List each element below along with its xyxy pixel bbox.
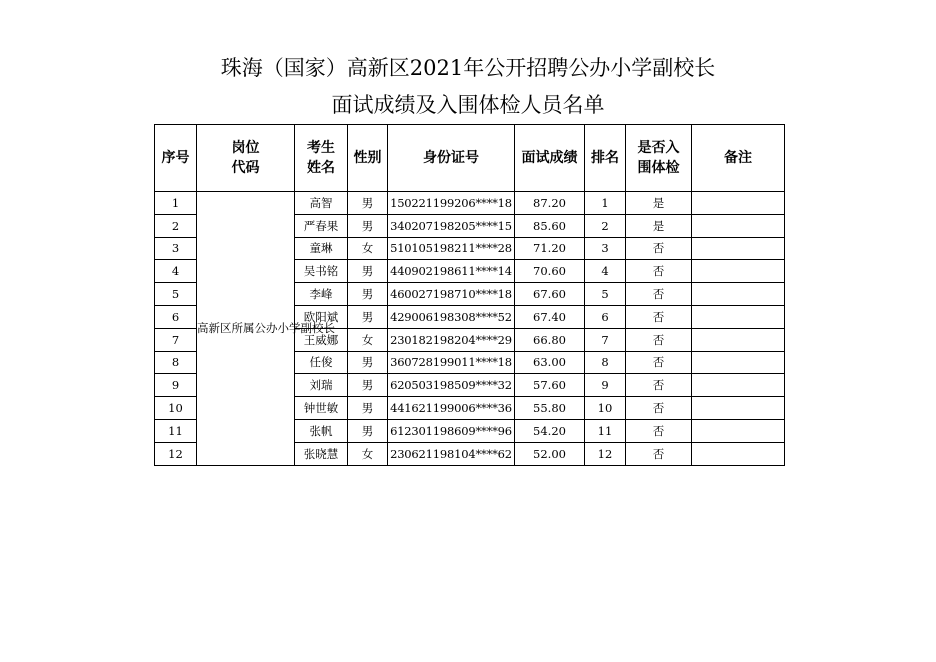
- cell-name: 刘瑞: [295, 374, 348, 397]
- cell-gender: 男: [348, 260, 388, 283]
- cell-id-number: 441621199006****36: [388, 397, 515, 420]
- cell-score: 67.40: [515, 305, 585, 328]
- cell-id-number: 612301198609****96: [388, 419, 515, 442]
- cell-seq: 10: [155, 397, 197, 420]
- cell-gender: 男: [348, 351, 388, 374]
- header-physical-exam: 是否入 围体检: [626, 125, 692, 192]
- cell-remark: [692, 374, 785, 397]
- header-remark: 备注: [692, 125, 785, 192]
- cell-id-number: 150221199206****18: [388, 192, 515, 215]
- cell-id-number: 360728199011****18: [388, 351, 515, 374]
- cell-gender: 男: [348, 192, 388, 215]
- cell-rank: 8: [585, 351, 626, 374]
- cell-physical-exam: 是: [626, 192, 692, 215]
- cell-name: 钟世敏: [295, 397, 348, 420]
- cell-seq: 11: [155, 419, 197, 442]
- cell-remark: [692, 214, 785, 237]
- cell-remark: [692, 419, 785, 442]
- cell-gender: 女: [348, 237, 388, 260]
- cell-score: 71.20: [515, 237, 585, 260]
- cell-gender: 男: [348, 374, 388, 397]
- cell-remark: [692, 237, 785, 260]
- header-name: 考生 姓名: [295, 125, 348, 192]
- cell-physical-exam: 否: [626, 305, 692, 328]
- cell-gender: 男: [348, 419, 388, 442]
- cell-remark: [692, 328, 785, 351]
- cell-name: 张帆: [295, 419, 348, 442]
- cell-physical-exam: 否: [626, 419, 692, 442]
- header-rank: 排名: [585, 125, 626, 192]
- cell-seq: 9: [155, 374, 197, 397]
- cell-physical-exam: 否: [626, 260, 692, 283]
- cell-seq: 2: [155, 214, 197, 237]
- cell-seq: 3: [155, 237, 197, 260]
- cell-remark: [692, 351, 785, 374]
- cell-seq: 5: [155, 283, 197, 306]
- cell-name: 高智: [295, 192, 348, 215]
- cell-name: 张晓慧: [295, 442, 348, 465]
- cell-name: 童琳: [295, 237, 348, 260]
- cell-remark: [692, 260, 785, 283]
- cell-seq: 8: [155, 351, 197, 374]
- cell-score: 63.00: [515, 351, 585, 374]
- cell-score: 57.60: [515, 374, 585, 397]
- cell-seq: 12: [155, 442, 197, 465]
- cell-rank: 11: [585, 419, 626, 442]
- cell-gender: 男: [348, 214, 388, 237]
- cell-remark: [692, 305, 785, 328]
- cell-physical-exam: 否: [626, 283, 692, 306]
- cell-seq: 7: [155, 328, 197, 351]
- document-title-line1: 珠海（国家）高新区2021年公开招聘公办小学副校长: [220, 56, 716, 80]
- cell-remark: [692, 442, 785, 465]
- document-title-line2: 面试成绩及入围体检人员名单: [331, 93, 605, 117]
- cell-physical-exam: 否: [626, 374, 692, 397]
- cell-score: 52.00: [515, 442, 585, 465]
- cell-rank: 10: [585, 397, 626, 420]
- cell-score: 85.60: [515, 214, 585, 237]
- cell-id-number: 460027198710****18: [388, 283, 515, 306]
- cell-rank: 2: [585, 214, 626, 237]
- cell-score: 70.60: [515, 260, 585, 283]
- cell-seq: 6: [155, 305, 197, 328]
- cell-name: 严春果: [295, 214, 348, 237]
- cell-name: 王威娜: [295, 328, 348, 351]
- cell-id-number: 620503198509****32: [388, 374, 515, 397]
- cell-score: 55.80: [515, 397, 585, 420]
- cell-name: 任俊: [295, 351, 348, 374]
- cell-rank: 6: [585, 305, 626, 328]
- cell-physical-exam: 否: [626, 351, 692, 374]
- cell-gender: 女: [348, 442, 388, 465]
- cell-id-number: 340207198205****15: [388, 214, 515, 237]
- cell-remark: [692, 192, 785, 215]
- cell-post-name: 高新区所属公办小学副校长: [197, 192, 295, 466]
- cell-rank: 12: [585, 442, 626, 465]
- cell-gender: 男: [348, 397, 388, 420]
- header-post-code: 岗位 代码: [197, 125, 295, 192]
- cell-seq: 4: [155, 260, 197, 283]
- cell-gender: 男: [348, 283, 388, 306]
- cell-remark: [692, 283, 785, 306]
- cell-name: 李峰: [295, 283, 348, 306]
- cell-score: 87.20: [515, 192, 585, 215]
- header-score: 面试成绩: [515, 125, 585, 192]
- table-row: [155, 192, 785, 215]
- cell-physical-exam: 否: [626, 237, 692, 260]
- cell-id-number: 230182198204****29: [388, 328, 515, 351]
- header-gender: 性别: [348, 125, 388, 192]
- cell-name: 欧阳斌: [295, 305, 348, 328]
- cell-physical-exam: 否: [626, 328, 692, 351]
- cell-name: 吴书铭: [295, 260, 348, 283]
- cell-id-number: 440902198611****14: [388, 260, 515, 283]
- cell-score: 54.20: [515, 419, 585, 442]
- cell-gender: 男: [348, 305, 388, 328]
- cell-seq: 1: [155, 192, 197, 215]
- header-id: 身份证号: [388, 125, 515, 192]
- results-table: [154, 124, 785, 466]
- cell-id-number: 429006198308****52: [388, 305, 515, 328]
- cell-rank: 7: [585, 328, 626, 351]
- cell-score: 66.80: [515, 328, 585, 351]
- cell-rank: 5: [585, 283, 626, 306]
- cell-rank: 1: [585, 192, 626, 215]
- cell-physical-exam: 否: [626, 442, 692, 465]
- cell-rank: 3: [585, 237, 626, 260]
- cell-physical-exam: 是: [626, 214, 692, 237]
- cell-remark: [692, 397, 785, 420]
- cell-rank: 9: [585, 374, 626, 397]
- header-row: [155, 125, 785, 192]
- cell-physical-exam: 否: [626, 397, 692, 420]
- cell-id-number: 230621198104****62: [388, 442, 515, 465]
- cell-gender: 女: [348, 328, 388, 351]
- cell-rank: 4: [585, 260, 626, 283]
- cell-score: 67.60: [515, 283, 585, 306]
- cell-id-number: 510105198211****28: [388, 237, 515, 260]
- header-seq: 序号: [155, 125, 197, 192]
